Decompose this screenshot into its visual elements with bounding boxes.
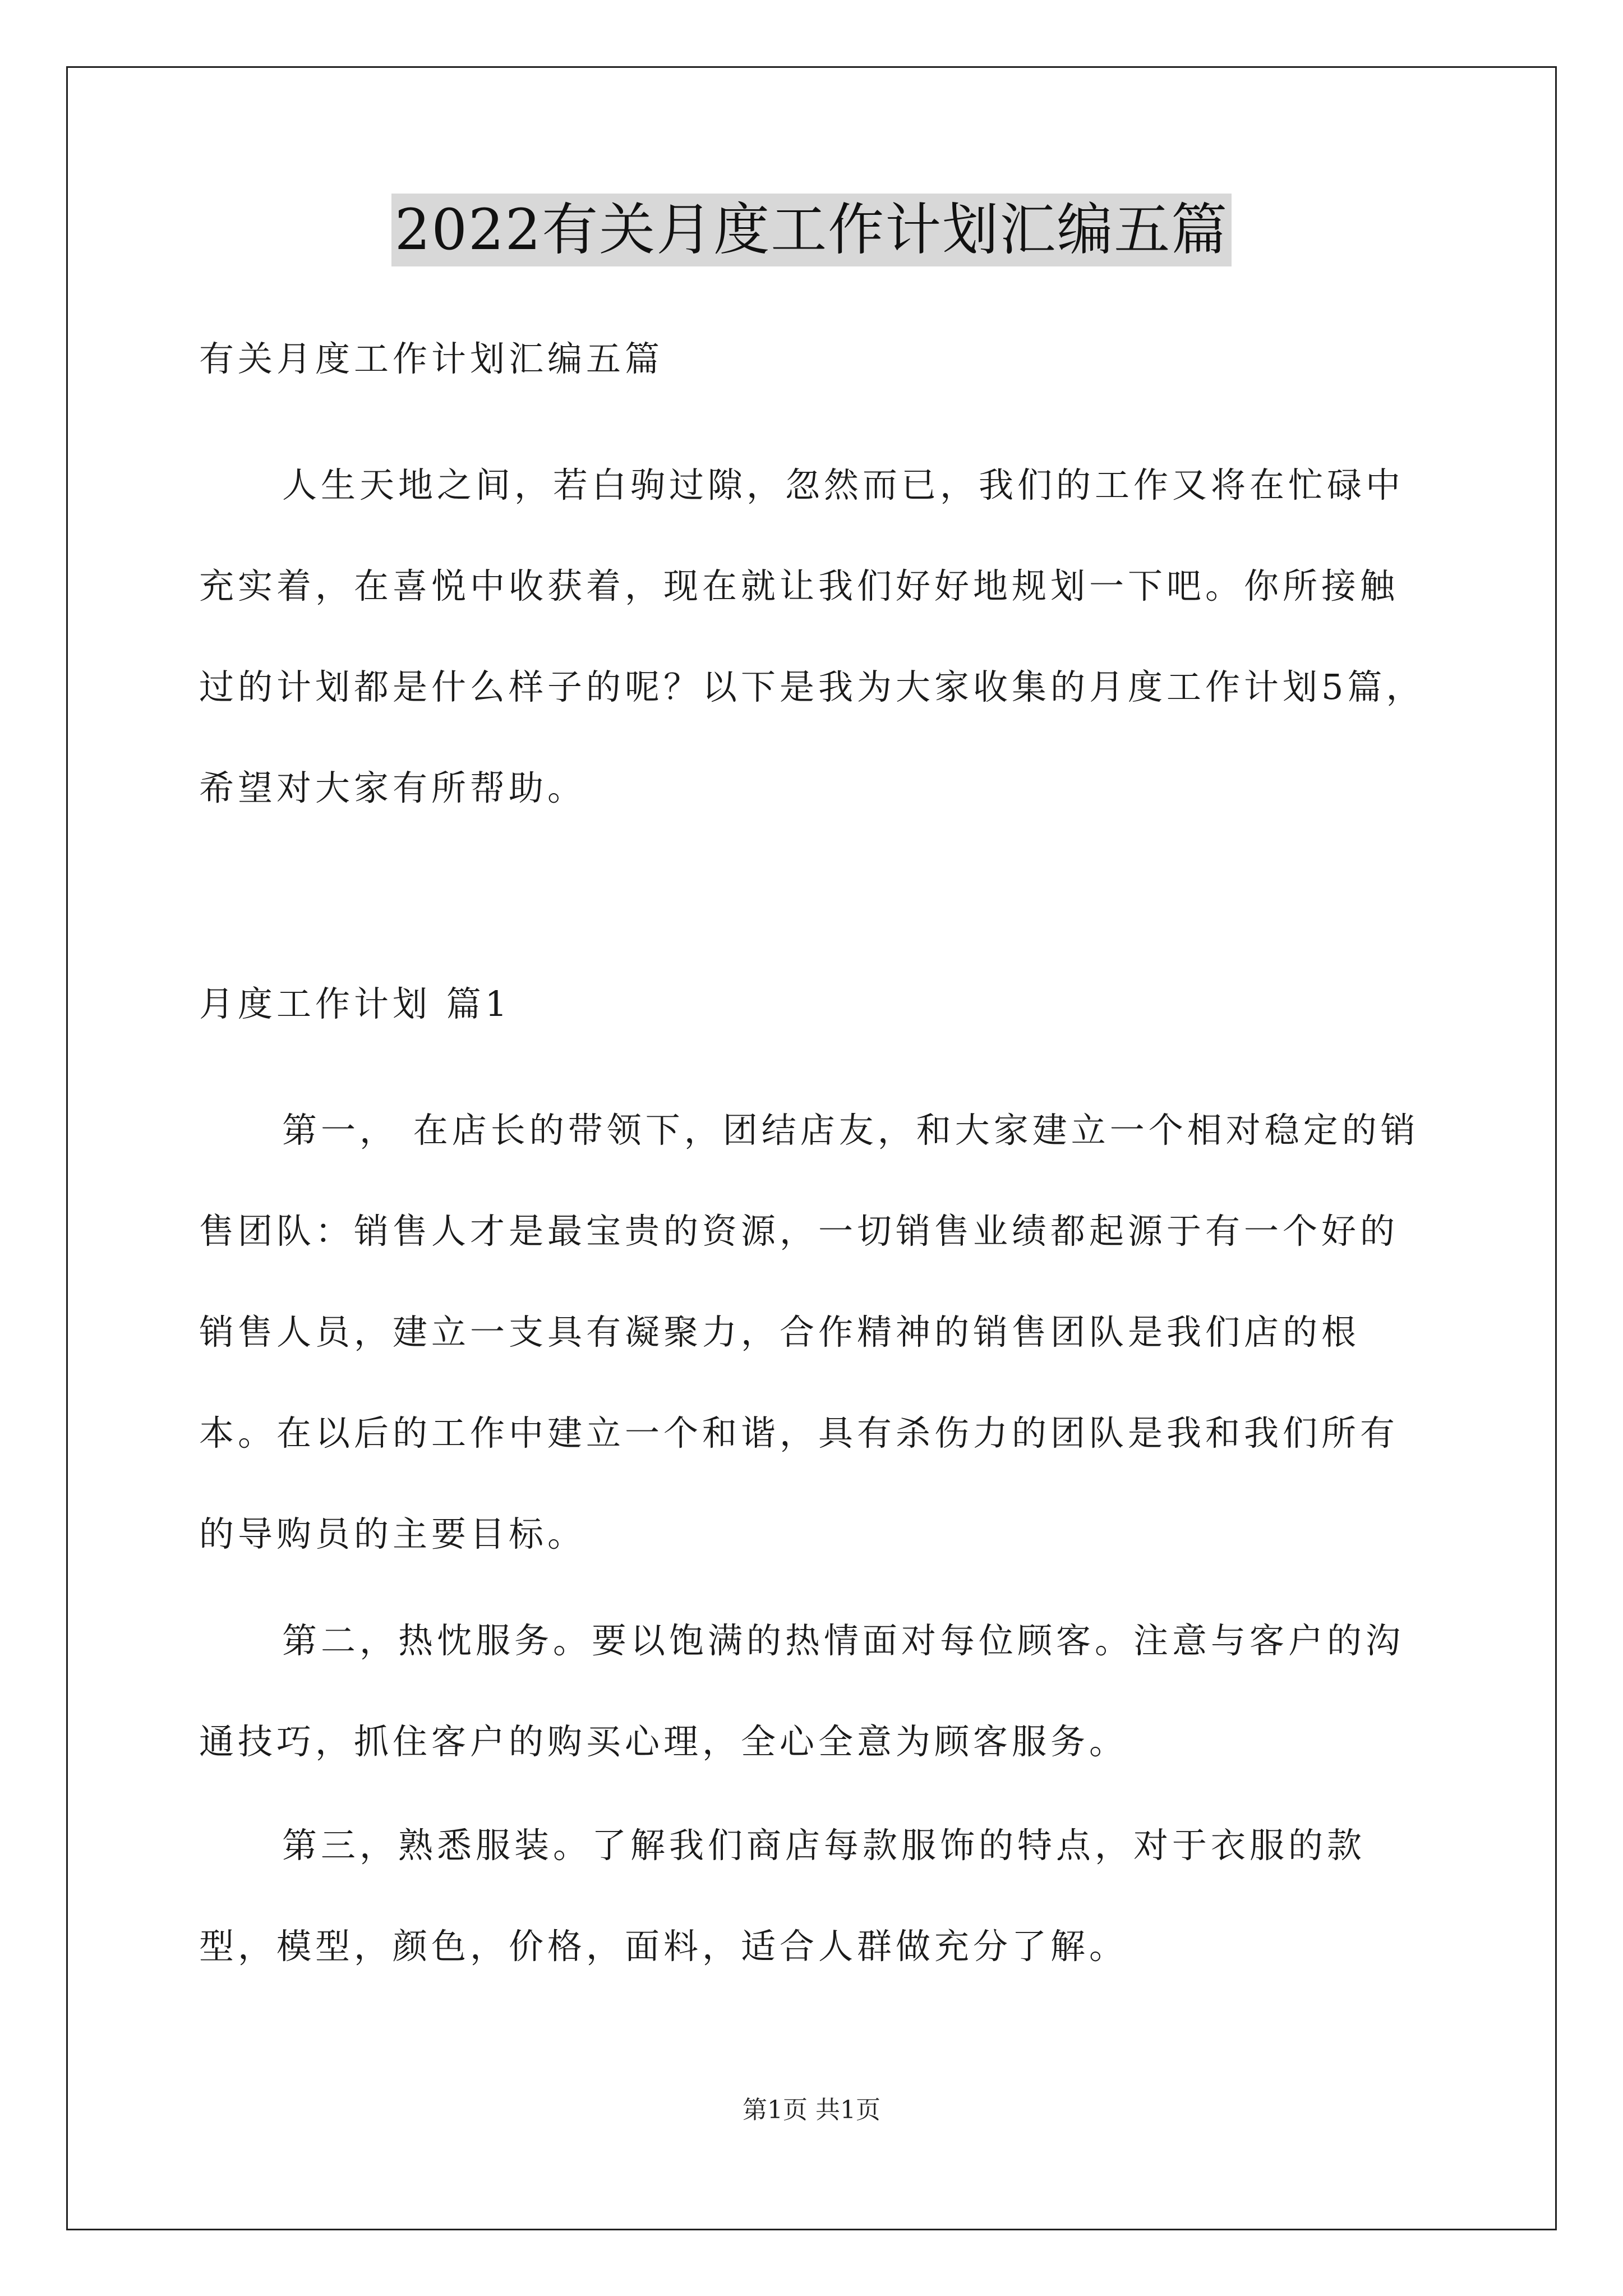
body-paragraph-3: 第三，熟悉服装。了解我们商店每款服饰的特点，对于衣服的款型，模型，颜色，价格，面料，适合人群做充分了解。	[199, 1825, 1366, 1967]
page-footer: 第1页 共1页	[743, 2096, 880, 2124]
body-paragraph-1: 第一， 在店长的带领下，团结店友，和大家建立一个相对稳定的销售团队：销售人才是最宝贵的资源，一切销售业绩都起源于有一个好的销售人员，建立一支具有凝聚力，合作精神的销售团队是我们店的根本。在以后的工作中建立一个和谐，具有杀伤力的团队是我和我们所有的导购员的主要目标。	[199, 1110, 1419, 1554]
intro-paragraph: 人生天地之间，若白驹过隙，忽然而已，我们的工作又将在忙碌中充实着，在喜悦中收获着，现在就让我们好好地规划一下吧。你所接触过的计划都是什么样子的呢？以下是我为大家收集的月度工作计划5篇，希望对大家有所帮助。	[199, 464, 1425, 808]
body-paragraph-2: 第二，热忱服务。要以饱满的热情面对每位顾客。注意与客户的沟通技巧，抓住客户的购买心理，全心全意为顾客服务。	[199, 1620, 1405, 1762]
section-heading: 月度工作计划 篇1	[199, 983, 511, 1024]
subtitle: 有关月度工作计划汇编五篇	[199, 338, 664, 379]
document-title	[0, 194, 1623, 266]
title-text: 2022有关月度工作计划汇编五篇	[391, 194, 1232, 266]
